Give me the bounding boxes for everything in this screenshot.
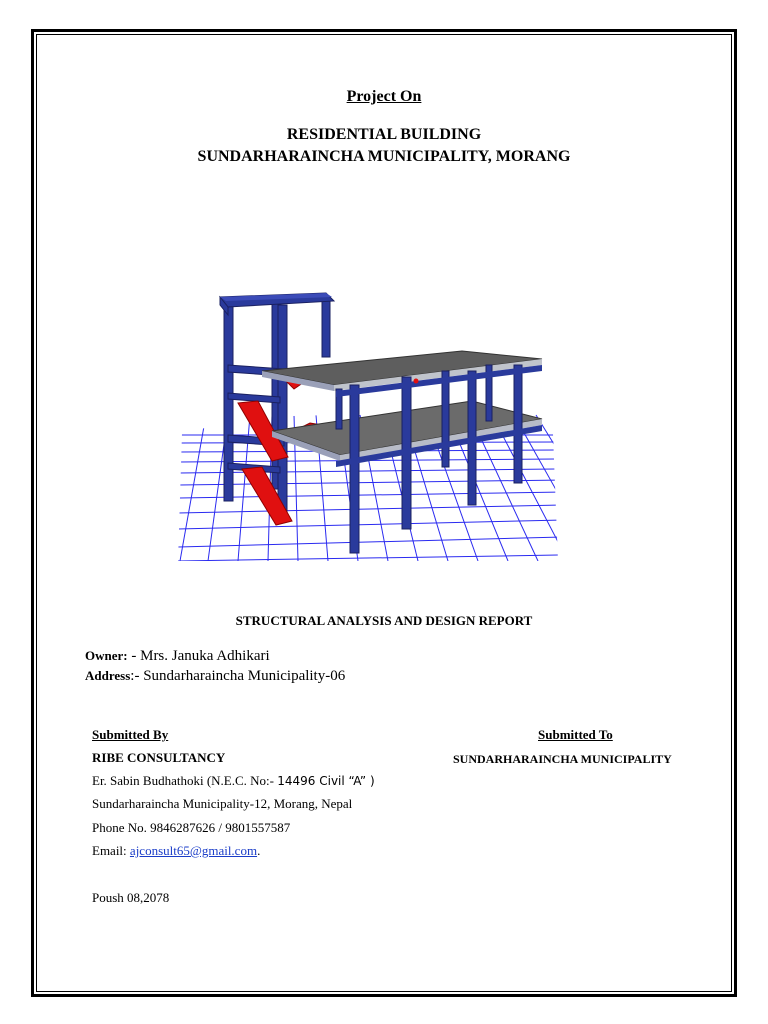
project-on-label: Project On (346, 88, 422, 105)
email-suffix: . (257, 843, 261, 858)
phone-line: Phone No. 9846287626 / 9801557587 (92, 820, 291, 835)
engineer-name: Er. Sabin Budhathoki (N.E.C. No:- (92, 773, 274, 788)
engineer-line (92, 773, 375, 789)
report-title: STRUCTURAL ANALYSIS AND DESIGN REPORT (235, 613, 533, 628)
owner-value: - Mrs. Januka Adhikari (127, 648, 270, 664)
owner-line (85, 648, 270, 665)
email-label: Email: (92, 843, 127, 858)
submitted-to-organization: SUNDARHARAINCHA MUNICIPALITY (453, 752, 672, 766)
submitted-to-heading: Submitted To (538, 727, 613, 742)
project-location: SUNDARHARAINCHA MUNICIPALITY, MORANG (197, 148, 571, 165)
email-line (92, 843, 260, 859)
submitted-by-heading: Submitted By (92, 727, 169, 742)
owner-label: Owner: (85, 648, 128, 663)
project-title: RESIDENTIAL BUILDING (286, 126, 482, 143)
address-value: :- Sundarharaincha Municipality-06 (130, 668, 346, 684)
engineer-registration: 14496 Civil “A” ) (277, 774, 375, 788)
consultancy-address: Sundarharaincha Municipality-12, Morang, Nepal (92, 796, 353, 811)
building-model-image (176, 285, 562, 563)
submitted-by-company: RIBE CONSULTANCY (92, 750, 226, 765)
email-link[interactable]: ajconsult65@gmail.com (129, 843, 258, 858)
report-date: Poush 08,2078 (92, 890, 170, 905)
address-label: Address (85, 668, 131, 683)
address-line (85, 668, 345, 685)
